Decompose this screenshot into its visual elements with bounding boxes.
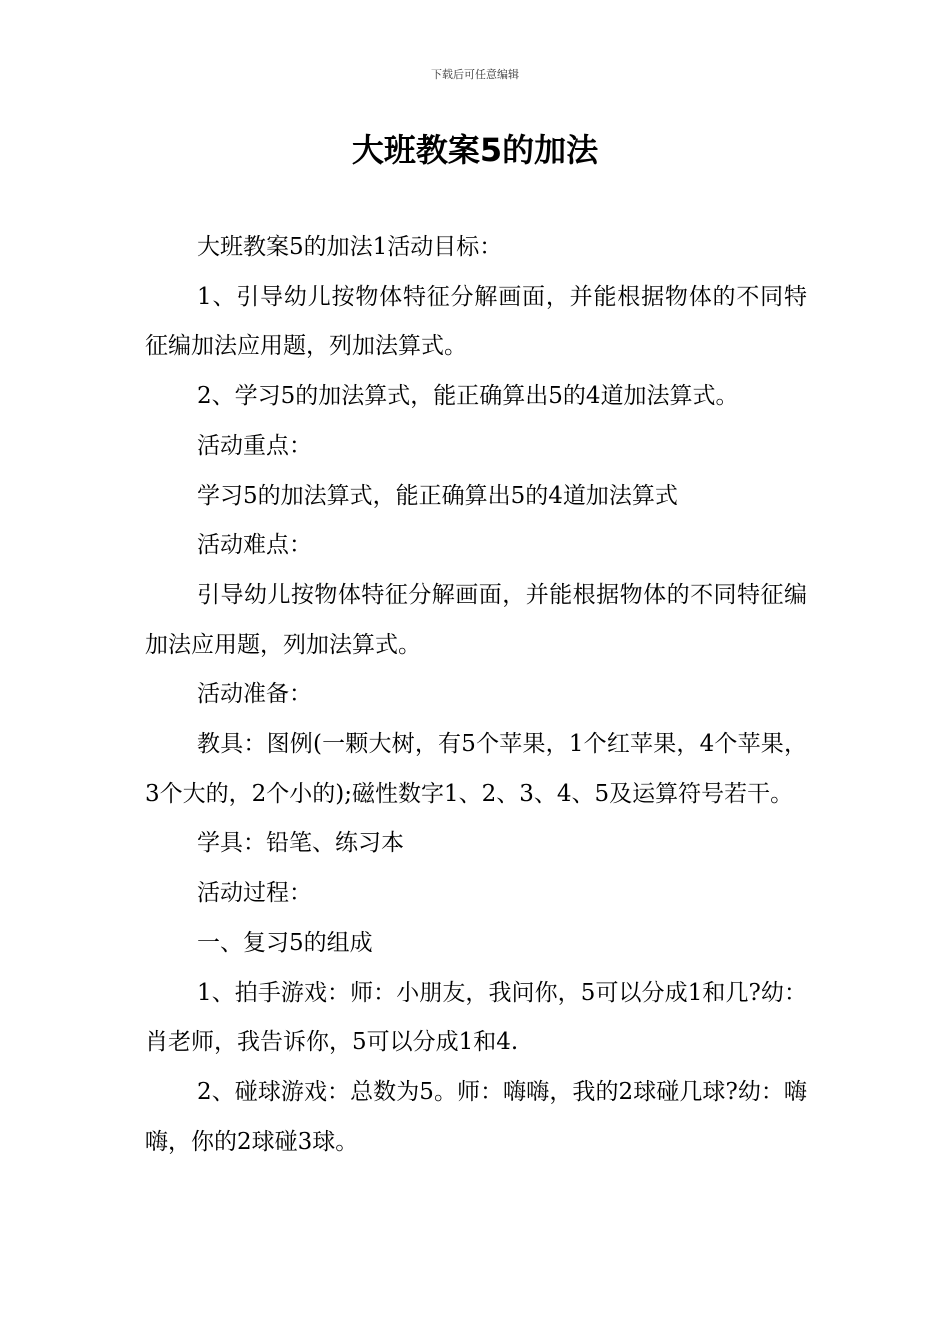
paragraph: 学具：铅笔、练习本: [197, 830, 404, 857]
paragraph: 活动重点：: [197, 432, 312, 459]
paragraph: 学习5的加法算式，能正确算出5的4道加法算式: [197, 482, 678, 509]
paragraph: 活动准备：: [197, 681, 312, 708]
paragraph: 活动难点：: [197, 532, 312, 559]
document-body: [145, 223, 807, 1167]
paragraph: 1、引导幼儿按物体特征分解画面，并能根据物体的不同特征编加法应用题，列加法算式。: [145, 283, 807, 360]
paragraph: 2、学习5的加法算式，能正确算出5的4道加法算式。: [197, 383, 739, 410]
document-title: 大班教案5的加法: [351, 131, 599, 169]
paragraph: 教具：图例(一颗大树，有5个苹果，1个红苹果，4个苹果，3个大的，2个小的);磁性数字1、2、3、4、5及运算符号若干。: [145, 731, 807, 807]
paragraph: 2、碰球游戏：总数为5。师：嗨嗨，我的2球碰几球?幼：嗨嗨，你的2球碰3球。: [145, 1078, 807, 1155]
paragraph: 活动过程：: [197, 880, 312, 907]
header-note: 下载后可任意编辑: [431, 68, 519, 81]
paragraph: 大班教案5的加法1活动目标：: [197, 234, 503, 260]
paragraph: 1、拍手游戏：师：小朋友，我问你，5可以分成1和几?幼：肖老师，我告诉你，5可以分成1和4.: [145, 979, 807, 1056]
paragraph: 一、复习5的组成: [197, 929, 373, 956]
paragraph: 引导幼儿按物体特征分解画面，并能根据物体的不同特征编加法应用题，列加法算式。: [145, 581, 807, 658]
